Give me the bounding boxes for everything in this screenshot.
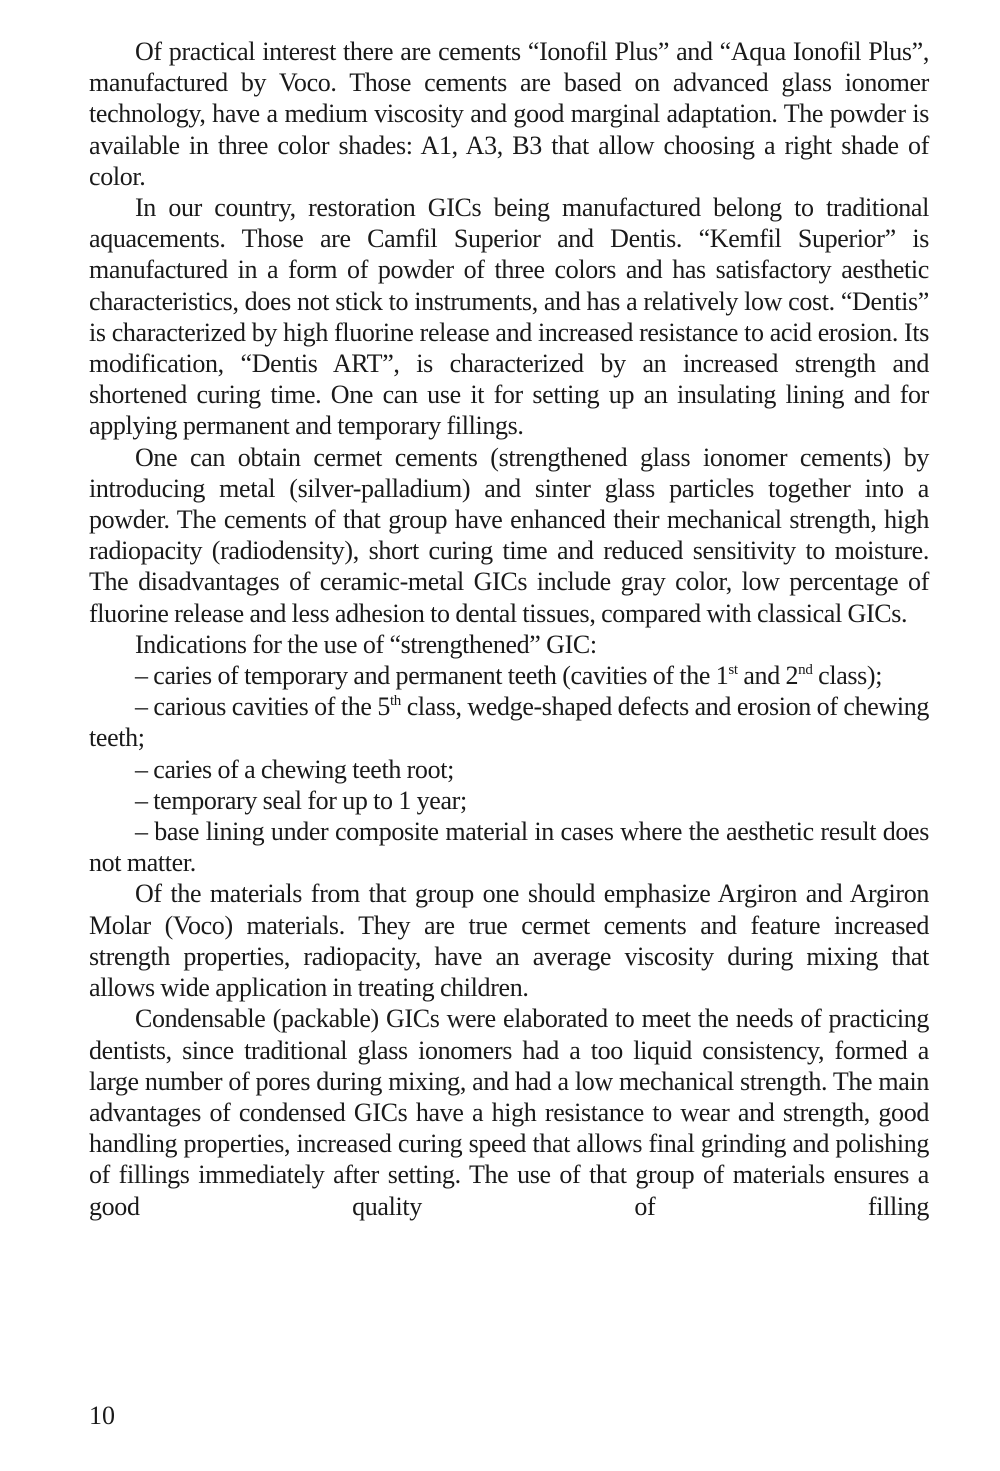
list-item: – caries of a chewing teeth root; [135, 754, 454, 784]
paragraph-ionofil: Of practical interest there are cements “Ionofil Plus” and “Aqua Ionofil Plus”, manufactured by Voco. Those cements are based on advanced glass ionomer technology, have a medium viscosity and good marginal adaptation. The powder is available in three color shades: A1, A3, B3 that allow choosing a right shade of color. [89, 37, 929, 191]
list-item: – base lining under composite material in cases where the aesthetic result does not matter. [89, 817, 929, 878]
paragraph-condensable-gics: Condensable (packable) GICs were elaborated to meet the needs of practicing dentists, since traditional glass ionomers had a too liquid consistency, formed a large number of pores during mixing, and had a low mechanical strength. The main advantages of condensed GICs have a high resistance to wear and strength, good handling properties, increased curing speed that allows final grinding and polishing of fillings immediately after setting. The use of that group of materials ensures a good quality of filling [89, 1004, 929, 1221]
list-item: – temporary seal for up to 1 year; [135, 785, 467, 815]
paragraph-cermet-cements: One can obtain cermet cements (strengthened glass ionomer cements) by introducing metal (silver-palladium) and sinter glass particles together into a powder. The cements of that group have enhanced their mechanical strength, high radiopacity (radiodensity), short curing time and reduced sensitivity to moisture. The disadvantages of ceramic-metal GICs include gray color, low percentage of fluorine release and less adhesion to dental tissues, compared with classical GICs. [89, 442, 929, 628]
list-item: – carious cavities of the 5th class, wedge-shaped defects and erosion of chewing teeth; [89, 692, 930, 753]
paragraph-domestic-gics: In our country, restoration GICs being manufactured belong to traditional aquacements. Those are Camfil Superior and Dentis. “Kemfil Superior” is manufactured in a form of powder of three colors and has satisfactory aesthetic characteristics, does not stick to instruments, and has a relatively low cost. “Dentis” is characterized by high fluorine release and increased resistance to acid erosion. Its modification, “Dentis ART”, is characterized by an increased strength and shortened curing time. One can use it for setting up an insulating lining and for applying permanent and temporary fillings. [89, 193, 929, 441]
page-body [89, 36, 929, 1222]
paragraph-argiron: Of the materials from that group one should emphasize Argiron and Argiron Molar (Voco) materials. They are true cermet cements and feature increased strength properties, radiopacity, have an average viscosity during mixing that allows wide application in treating children. [89, 879, 929, 1003]
indications-heading: Indications for the use of “strengthened” GIC: [135, 629, 597, 659]
page-number: 10 [89, 1401, 115, 1430]
list-item: – caries of temporary and permanent teeth (cavities of the 1st and 2nd class); [135, 661, 883, 691]
